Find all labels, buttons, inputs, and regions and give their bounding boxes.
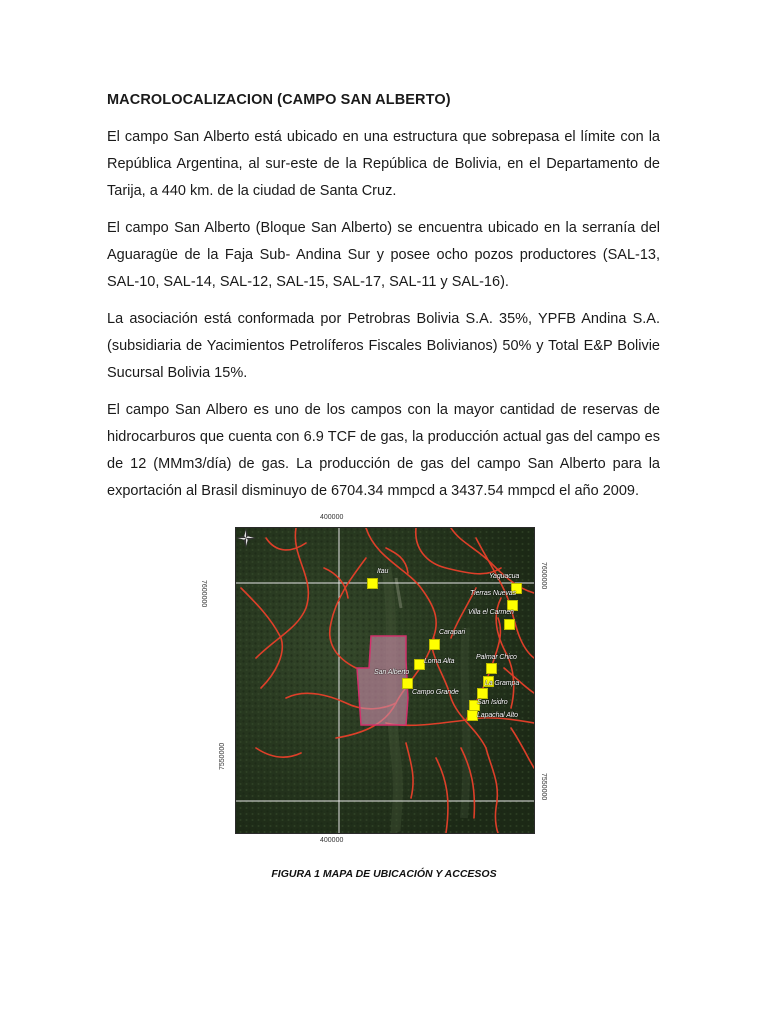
map-label-campo-grande: Campo Grande (412, 689, 459, 696)
settlement-marker-itau (367, 578, 378, 589)
paragraph-association: La asociación está conformada por Petrobras Bolivia S.A. 35%, YPFB Andina S.A. (subsidiaria de Yacimientos Petrolíferos Fiscales Bolivianos) 50% y Total E&P Bolivie Sucursal Bolivia 15%. (107, 311, 660, 381)
map-coord-y-upper-left: 7600000 (200, 580, 207, 608)
settlement-marker-carapari (429, 639, 440, 650)
map-label-itau: Itau (377, 568, 389, 575)
map-label-tierras-nuevas: Tierras Nuevas (470, 590, 516, 597)
map-label-lapachal-alto: Lapachal Alto (477, 712, 518, 719)
location-map-figure (200, 508, 555, 853)
settlement-marker-villa-el-carmen (504, 619, 515, 630)
map-coord-x-bottom: 400000 (320, 837, 344, 844)
paragraph-block: El campo San Alberto (Bloque San Alberto) se encuentra ubicado en la serranía del Aguaragüe de la Faja Sub- Andina Sur y posee ocho pozos productores (SAL-13, SAL-10, SAL-14, SAL-12, SAL-15, SAL-17, SAL-11 y SAL-16). (107, 220, 660, 290)
map-label-palmar-chico: Palmar Chico (476, 654, 517, 661)
map-label-san-isidro: San Isidro (477, 699, 508, 706)
settlement-marker-san-isidro-1 (477, 688, 488, 699)
satellite-map (235, 527, 535, 834)
paragraph-location: El campo San Alberto está ubicado en una estructura que sobrepasa el límite con la República Argentina, al sur-este de la República de Bolivia, en el Departamento de Tarija, a 440 km. de la ciudad de Santa Cruz. (107, 129, 660, 199)
settlement-marker-palmar-chico (486, 663, 497, 674)
paragraph-reserves: El campo San Albero es uno de los campos con la mayor cantidad de reservas de hidrocarburos que cuenta con 6.9 TCF de gas, la producción actual gas del campo es de 12 (MMm3/día) de gas. La producción de gas del campo San Alberto para la exportación al Brasil disminuyo de 6704.34 mmpcd a 3437.54 mmpcd el año 2009. (107, 402, 660, 499)
settlement-marker-campo-grande (402, 678, 413, 689)
section-heading: MACROLOCALIZACION (CAMPO SAN ALBERTO) (107, 92, 451, 108)
map-label-san-alberto: San Alberto (374, 669, 410, 676)
map-coord-x-top: 400000 (320, 514, 344, 521)
figure-caption: FIGURA 1 MAPA DE UBICACIÓN Y ACCESOS (271, 868, 497, 880)
map-coord-y-lower-left: 7550000 (219, 742, 226, 770)
map-label-yaguacua: Yaguacua (489, 573, 520, 580)
map-coord-y-upper-right: 7600000 (540, 562, 547, 590)
map-coord-y-lower-right: 7550000 (540, 773, 547, 801)
map-label-la-grampa: La Grampa (485, 680, 520, 687)
map-label-carapari: Carapari (439, 629, 466, 636)
map-label-loma-alta: Loma Alta (424, 658, 455, 665)
map-label-villa-el-carmen: Villa el Carmen (468, 609, 514, 616)
north-arrow-icon (236, 528, 256, 548)
